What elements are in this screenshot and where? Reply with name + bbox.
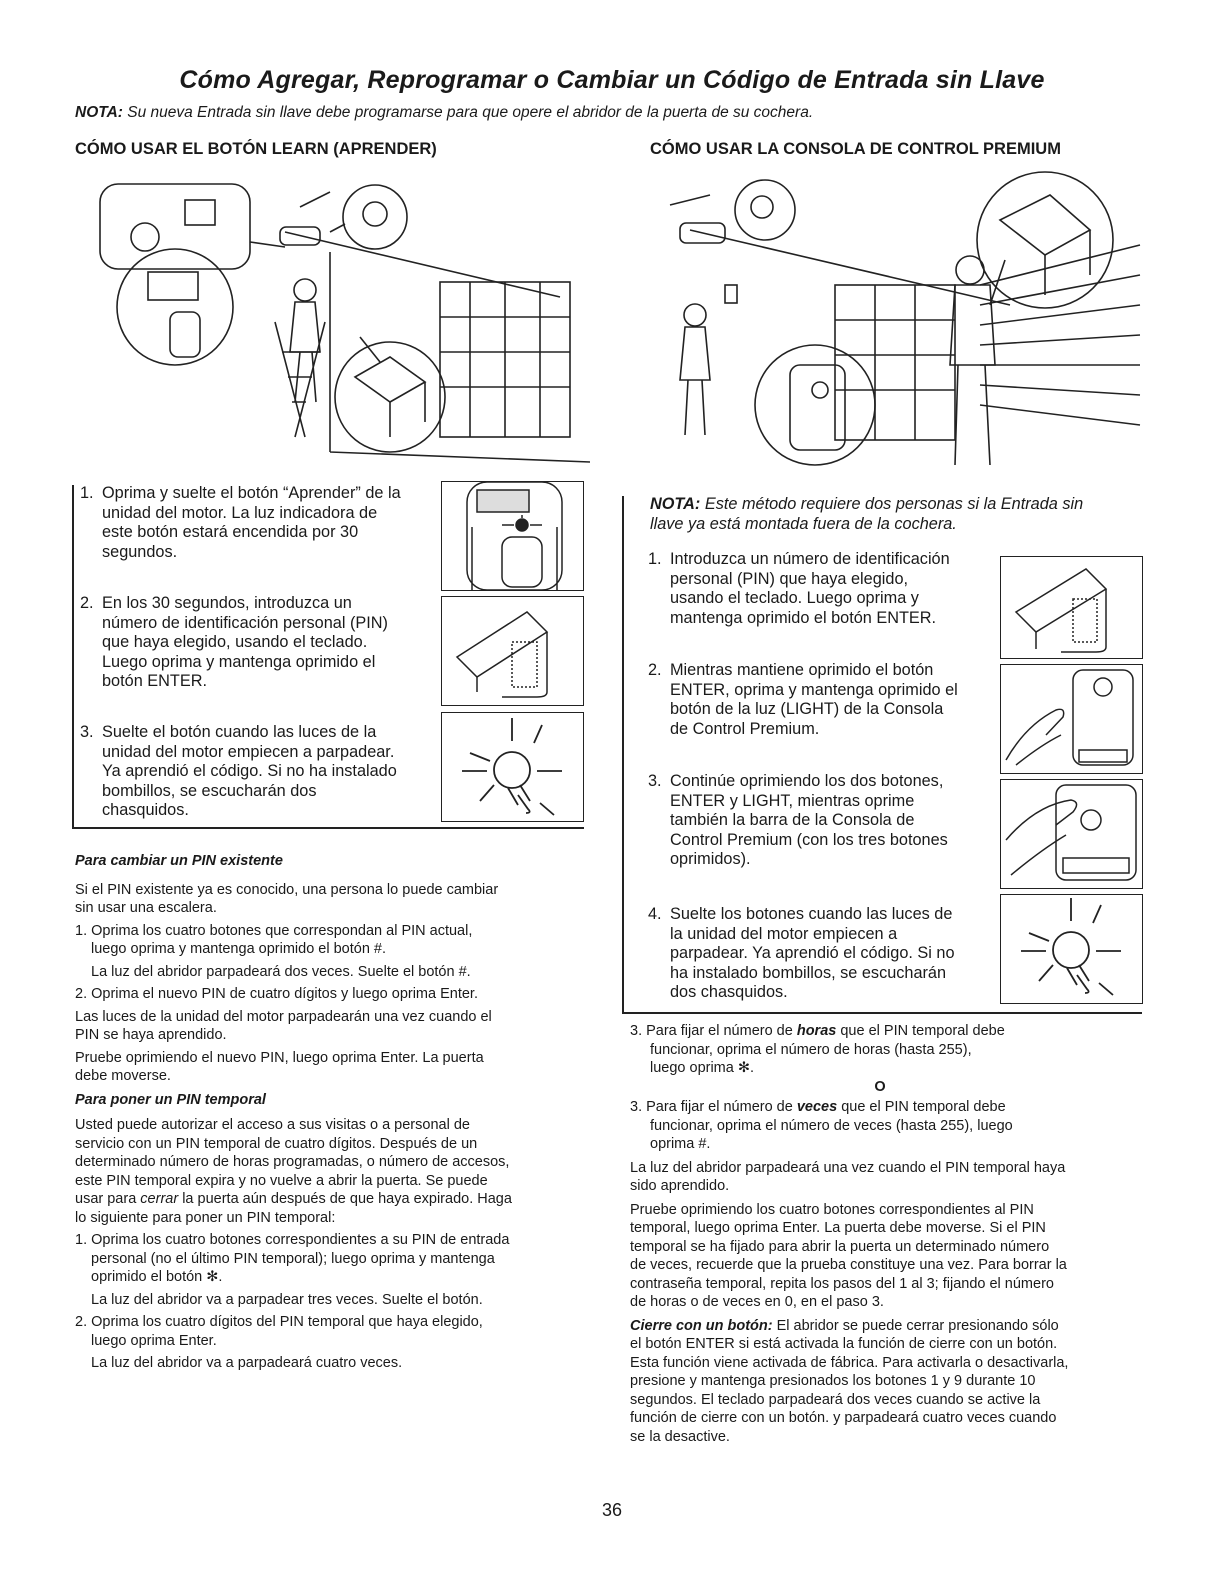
keypad-icon: [442, 597, 583, 705]
line: número de identificación personal (PIN): [102, 613, 388, 632]
change-pin-step-1-note: La luz del abridor parpadeará dos veces. Suelte el botón #.: [91, 963, 471, 980]
keypad-figure-left: [441, 596, 584, 706]
text: que el PIN temporal debe: [836, 1023, 1005, 1039]
line: dos chasquidos.: [670, 983, 788, 1001]
line: servicio con un PIN temporal de cuatro dígitos. Después de un: [75, 1135, 478, 1152]
step-number: 2.: [648, 661, 662, 679]
line: Las luces de la unidad del motor parpadearán una vez cuando el: [75, 1008, 492, 1025]
console-hand-icon: [1001, 665, 1142, 773]
test-para: [630, 1201, 1150, 1312]
line: lo siguiente para poner un PIN temporal:: [75, 1209, 336, 1226]
emphasis: cerrar: [140, 1191, 179, 1207]
line: [630, 1317, 1150, 1336]
line: oprimido el botón ✻.: [91, 1269, 223, 1285]
line: temporal, luego oprima Enter. La puerta debe moverse. Si el PIN: [630, 1220, 1046, 1236]
text: 3. Para fijar el número de: [630, 1023, 797, 1039]
line: [630, 1098, 1150, 1117]
line: determinado número de horas programadas, o número de accesos,: [75, 1154, 510, 1170]
hours-step: [630, 1022, 1150, 1078]
change-pin-intro: [75, 881, 595, 918]
line: luego oprima Enter.: [91, 1332, 217, 1349]
change-pin-para-1: [75, 1008, 595, 1045]
line: 1. Oprima los cuatro botones que correspondan al PIN actual,: [75, 922, 473, 939]
line: bombillos, se escucharán dos: [102, 781, 317, 800]
step-number: 3.: [648, 772, 662, 790]
line: Control Premium (con los tres botones: [670, 830, 948, 849]
line: sin usar una escalera.: [75, 900, 217, 916]
line: también la barra de la Consola de: [670, 811, 915, 829]
line: luego oprima ✻.: [650, 1060, 755, 1076]
line: La luz del abridor parpadeará una vez cuando el PIN temporal haya: [630, 1159, 1066, 1176]
bulb-figure-right: [1000, 894, 1143, 1004]
keypad-figure-right: [1000, 556, 1143, 659]
text: El abridor se puede cerrar presionando sólo: [772, 1317, 1059, 1334]
line: segundos. El teclado parpadeará dos veces cuando se active la: [630, 1391, 1041, 1408]
temp-pin-continued: [630, 1022, 1150, 1446]
keypad-icon: [1001, 557, 1142, 658]
learn-button-figure: [441, 481, 584, 591]
step-number: 1.: [80, 484, 94, 502]
left-steps-bottom-rule: [72, 827, 584, 829]
or-separator: O: [874, 1078, 886, 1095]
line: En los 30 segundos, introduzca un: [102, 594, 352, 612]
right-heading: CÓMO USAR LA CONSOLA DE CONTROL PREMIUM: [650, 140, 1061, 158]
line: Oprima y suelte el botón “Aprender” de la: [102, 484, 401, 502]
step-number: 1.: [648, 550, 662, 568]
step-number: 4.: [648, 905, 662, 923]
light-bulb-icon: [1001, 895, 1142, 1003]
change-pin-step-2: 2. Oprima el nuevo PIN de cuatro dígitos y luego oprima Enter.: [75, 986, 478, 1002]
text: 3. Para fijar el número de: [630, 1099, 797, 1115]
learn-button-illustration: [90, 172, 590, 477]
one-button-close-label: Cierre con un botón:: [630, 1317, 773, 1334]
step-number: 2.: [80, 594, 94, 612]
right-steps-bottom-rule: [622, 1012, 1142, 1014]
step-text: [670, 550, 1000, 628]
learn-button-icon: [442, 482, 583, 590]
line: [630, 1022, 1150, 1041]
line: Si el PIN existente ya es conocido, una persona lo puede cambiar: [75, 881, 499, 898]
line: el botón ENTER si está activada la función de cierre con un botón.: [630, 1336, 1058, 1352]
one-button-close-para: [630, 1317, 1150, 1447]
left-heading: CÓMO USAR EL BOTÓN LEARN (APRENDER): [75, 140, 437, 158]
temp-pin-step-2: [75, 1313, 595, 1350]
line: oprimidos).: [670, 850, 751, 868]
line: se la desactive.: [630, 1428, 730, 1445]
nota-text: Su nueva Entrada sin llave debe programarse para que opere el abridor de la puerta de su cochera.: [122, 104, 814, 121]
emphasis: horas: [796, 1023, 837, 1039]
console-hand-icon: [1001, 780, 1142, 888]
line: unidad del motor. La luz indicadora de: [102, 503, 378, 522]
line: luego oprima y mantenga oprimido el botón #.: [91, 941, 387, 957]
line: Luego oprima y mantenga oprimido el: [102, 652, 376, 671]
line: chasquidos.: [102, 801, 189, 819]
line: segundos.: [102, 542, 178, 561]
step-text: [102, 723, 452, 821]
line: ENTER, oprima y mantenga oprimido el: [670, 680, 958, 699]
line: este PIN temporal expira y no vuelve a abrir la puerta. Se puede: [75, 1172, 488, 1189]
step-number: 3.: [80, 723, 94, 741]
line: de Control Premium.: [670, 719, 820, 738]
line: funcionar, oprima el número de veces (hasta 255), luego: [650, 1117, 1013, 1134]
right-note: [650, 495, 1083, 534]
temp-pin-step-1: [75, 1231, 595, 1287]
step-text: [670, 661, 1000, 739]
line: Esta función viene activada de fábrica. Para activarla o desactivarla,: [630, 1354, 1069, 1371]
line: Suelte el botón cuando las luces de la: [102, 723, 377, 741]
left-steps-rule: [72, 485, 74, 828]
line: función de cierre con un botón. y parpadeará cuatro veces cuando: [630, 1410, 1057, 1426]
line: Suelte los botones cuando las luces de: [670, 905, 953, 923]
line: sido aprendido.: [630, 1178, 730, 1194]
learned-para: [630, 1159, 1150, 1196]
line: Este método requiere dos personas si la Entrada sin: [700, 495, 1084, 513]
line: botón de la luz (LIGHT) de la Consola: [670, 700, 944, 718]
light-bulb-icon: [442, 713, 583, 821]
line: Pruebe oprimiendo los cuatro botones correspondientes al PIN: [630, 1201, 1034, 1218]
line: 2. Oprima los cuatro dígitos del PIN temporal que haya elegido,: [75, 1314, 483, 1330]
line: ENTER y LIGHT, mientras oprime: [670, 791, 915, 810]
page-number: 36: [601, 1500, 623, 1520]
line: unidad del motor empiecen a parpadear.: [102, 742, 395, 761]
line: Introduzca un número de identificación: [670, 550, 950, 568]
line: llave ya está montada fuera de la cochera.: [650, 514, 957, 533]
line: personal (PIN) que haya elegido,: [670, 569, 909, 588]
line: oprima #.: [650, 1136, 711, 1152]
line: Continúe oprimiendo los dos botones,: [670, 772, 944, 790]
line: PIN se haya aprendido.: [75, 1027, 227, 1043]
line: contraseña temporal, repita los pasos del 1 al 3; fijando el número: [630, 1275, 1054, 1292]
control-console-illustration: [650, 165, 1145, 490]
line: Mientras mantiene oprimido el botón: [670, 661, 934, 679]
line: funcionar, oprima el número de horas (hasta 255),: [650, 1041, 972, 1058]
line: temporal se ha fijado para abrir la puerta un determinado número: [630, 1238, 1050, 1255]
text: la puerta aún después de que haya expirado. Haga: [178, 1191, 512, 1207]
line: ha instalado bombillos, se escucharán: [670, 963, 947, 982]
line: parpadear. Ya aprendió el código. Si no: [670, 944, 955, 962]
change-pin-para-2: [75, 1049, 595, 1086]
line: de veces, recuerde que la prueba constituye una vez. Para borrar la: [630, 1257, 1067, 1273]
text: que el PIN temporal debe: [837, 1099, 1006, 1115]
temp-pin-step-1-note: La luz del abridor va a parpadear tres veces. Suelte el botón.: [91, 1291, 483, 1308]
line: mantenga oprimido el botón ENTER.: [670, 608, 937, 627]
intro-note: [75, 104, 813, 122]
line: que haya elegido, usando el teclado.: [102, 633, 368, 651]
line: Usted puede autorizar el acceso a sus visitas o a personal de: [75, 1117, 470, 1133]
temp-pin-intro: [75, 1116, 595, 1227]
page-title: Cómo Agregar, Reprogramar o Cambiar un Código de Entrada sin Llave: [179, 66, 1045, 94]
right-steps-rule: [622, 496, 624, 1014]
line: la unidad del motor empiecen a: [670, 924, 898, 943]
bulb-figure-left: [441, 712, 584, 822]
times-step: [630, 1098, 1150, 1154]
step-text: [102, 484, 452, 562]
console-press-figure: [1000, 779, 1143, 889]
temp-pin-heading: Para poner un PIN temporal: [75, 1091, 266, 1108]
change-pin-step-1: [75, 922, 595, 959]
text: usar para: [75, 1191, 141, 1207]
step-text: [670, 772, 1000, 870]
line: presione y mantenga presionados los botones 1 y 9 durante 10: [630, 1373, 1036, 1389]
line: Ya aprendió el código. Si no ha instalado: [102, 762, 397, 780]
line: Pruebe oprimiendo el nuevo PIN, luego oprima Enter. La puerta: [75, 1049, 484, 1066]
step-text: [102, 594, 452, 692]
console-light-figure: [1000, 664, 1143, 774]
line: de horas o de veces en 0, en el paso 3.: [630, 1294, 884, 1310]
right-note-label: NOTA:: [650, 495, 701, 513]
step-text: [670, 905, 1000, 1003]
emphasis: veces: [796, 1099, 838, 1115]
temp-pin-step-2-note: La luz del abridor va a parpadeará cuatro veces.: [91, 1355, 403, 1371]
line: [75, 1190, 595, 1209]
line: 1. Oprima los cuatro botones correspondientes a su PIN de entrada: [75, 1232, 510, 1248]
line: este botón estará encendida por 30: [102, 523, 359, 541]
line: debe moverse.: [75, 1068, 171, 1084]
line: usando el teclado. Luego oprima y: [670, 589, 919, 607]
nota-label: NOTA:: [75, 104, 123, 121]
line: botón ENTER.: [102, 672, 207, 690]
change-pin-section: [75, 852, 595, 1373]
line: personal (no el último PIN temporal); luego oprima y mantenga: [91, 1250, 495, 1267]
change-pin-heading: Para cambiar un PIN existente: [75, 853, 283, 869]
